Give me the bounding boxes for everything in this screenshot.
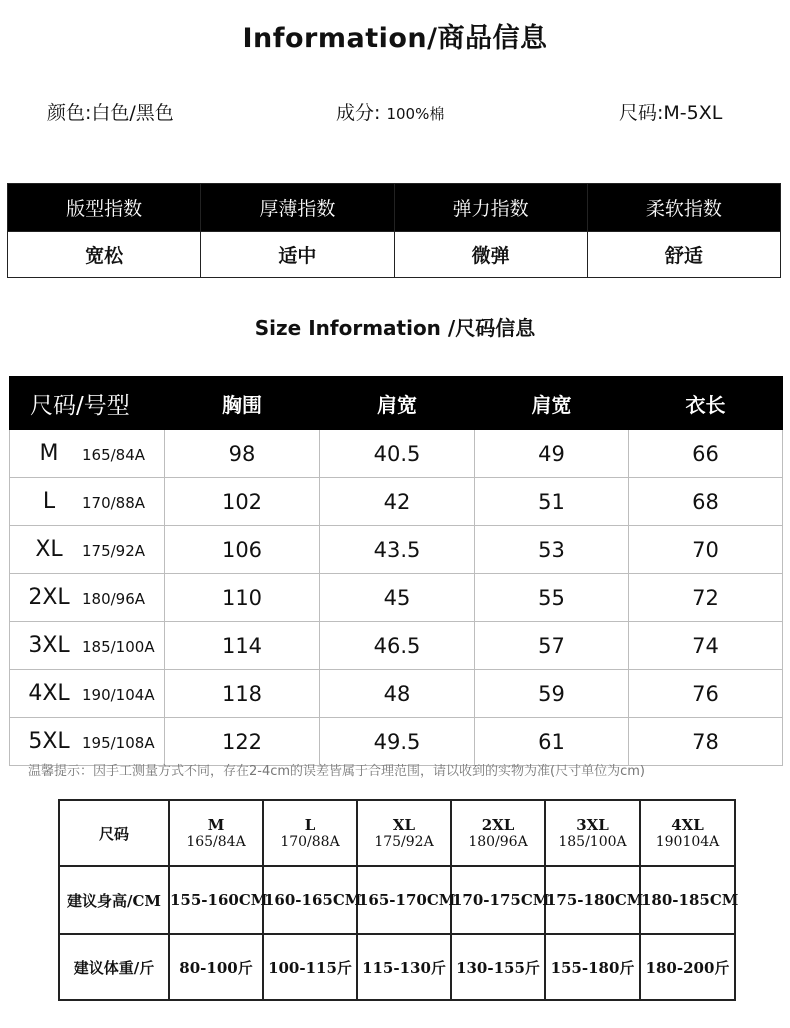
recommend-table bbox=[58, 799, 739, 1001]
height-value: 180-185CM bbox=[640, 866, 735, 934]
col4-cell: 49 bbox=[475, 430, 629, 478]
recommend-spec: 190104A bbox=[655, 834, 720, 850]
recommend-height-row bbox=[59, 866, 735, 934]
chest-cell: 114 bbox=[165, 622, 320, 670]
height-value: 155-160CM bbox=[169, 866, 263, 934]
shoulder-cell: 40.5 bbox=[320, 430, 475, 478]
shoulder-cell: 49.5 bbox=[320, 718, 475, 766]
size-header-row bbox=[10, 377, 783, 430]
shoulder-cell: 46.5 bbox=[320, 622, 475, 670]
chest-cell: 102 bbox=[165, 478, 320, 526]
product-properties bbox=[0, 98, 790, 128]
shoulder-cell: 42 bbox=[320, 478, 475, 526]
size-cell bbox=[10, 430, 165, 478]
size-code: L bbox=[42, 489, 56, 514]
size-header: 胸围 bbox=[165, 377, 320, 430]
recommend-size-header bbox=[545, 800, 640, 866]
recommend-spec: 185/100A bbox=[558, 834, 627, 850]
size-cell bbox=[10, 622, 165, 670]
size-spec: 195/108A bbox=[82, 734, 155, 752]
index-value: 微弹 bbox=[394, 232, 587, 278]
recommend-spec: 170/88A bbox=[280, 834, 340, 850]
index-header: 弹力指数 bbox=[394, 184, 587, 232]
size-row bbox=[10, 718, 783, 766]
length-cell: 78 bbox=[629, 718, 783, 766]
page-title: Information/商品信息 bbox=[242, 23, 548, 54]
weight-value: 130-155斤 bbox=[451, 934, 545, 1000]
length-cell: 76 bbox=[629, 670, 783, 718]
height-value: 170-175CM bbox=[451, 866, 545, 934]
col4-cell: 59 bbox=[475, 670, 629, 718]
index-value: 适中 bbox=[201, 232, 394, 278]
chest-cell: 110 bbox=[165, 574, 320, 622]
recommend-size: L bbox=[304, 816, 316, 834]
size-row bbox=[10, 574, 783, 622]
size-code: 4XL bbox=[28, 681, 70, 706]
property-key: 颜色: bbox=[47, 102, 92, 124]
recommend-size: XL bbox=[392, 816, 416, 834]
size-spec: 190/104A bbox=[82, 686, 155, 704]
property-value: 100%棉 bbox=[386, 105, 445, 123]
size-code: M bbox=[39, 441, 59, 466]
index-header-row bbox=[8, 184, 781, 232]
weight-value: 115-130斤 bbox=[357, 934, 451, 1000]
col4-cell: 53 bbox=[475, 526, 629, 574]
length-cell: 74 bbox=[629, 622, 783, 670]
index-header: 柔软指数 bbox=[587, 184, 780, 232]
chest-cell: 118 bbox=[165, 670, 320, 718]
size-row bbox=[10, 622, 783, 670]
size-code: 3XL bbox=[28, 633, 70, 658]
length-cell: 70 bbox=[629, 526, 783, 574]
recommend-spec: 175/92A bbox=[374, 834, 434, 850]
size-code: 2XL bbox=[28, 585, 70, 610]
size-cell bbox=[10, 526, 165, 574]
recommend-size: 4XL bbox=[671, 816, 704, 834]
recommend-size: 3XL bbox=[576, 816, 609, 834]
size-code: 5XL bbox=[28, 729, 70, 754]
length-cell: 68 bbox=[629, 478, 783, 526]
index-header: 厚薄指数 bbox=[201, 184, 394, 232]
size-spec: 170/88A bbox=[82, 494, 146, 512]
size-cell bbox=[10, 574, 165, 622]
shoulder-cell: 48 bbox=[320, 670, 475, 718]
recommend-weight-row bbox=[59, 934, 735, 1000]
property-value: M-5XL bbox=[663, 102, 723, 124]
recommend-size: 2XL bbox=[481, 816, 515, 834]
size-table bbox=[9, 376, 783, 766]
size-cell bbox=[10, 670, 165, 718]
size-header: 肩宽 bbox=[320, 377, 475, 430]
col4-cell: 51 bbox=[475, 478, 629, 526]
size-rows bbox=[10, 430, 783, 766]
recommend-size-header bbox=[169, 800, 263, 866]
recommend-spec: 165/84A bbox=[186, 834, 246, 850]
recommend-size-header bbox=[357, 800, 451, 866]
weight-value: 80-100斤 bbox=[169, 934, 263, 1000]
shoulder-cell: 43.5 bbox=[320, 526, 475, 574]
size-row bbox=[10, 430, 783, 478]
col4-cell: 57 bbox=[475, 622, 629, 670]
index-table bbox=[7, 183, 781, 278]
height-value: 160-165CM bbox=[263, 866, 357, 934]
color-property bbox=[47, 98, 174, 125]
recommend-size: M bbox=[207, 816, 225, 834]
index-value-row bbox=[8, 232, 781, 278]
length-cell: 72 bbox=[629, 574, 783, 622]
weight-value: 155-180斤 bbox=[545, 934, 640, 1000]
recommend-header-row bbox=[59, 800, 735, 866]
chest-cell: 122 bbox=[165, 718, 320, 766]
index-value: 宽松 bbox=[8, 232, 201, 278]
weight-label: 建议体重/斤 bbox=[59, 934, 169, 1000]
recommend-corner: 尺码 bbox=[59, 800, 169, 866]
height-value: 165-170CM bbox=[357, 866, 451, 934]
recommend-size-header bbox=[451, 800, 545, 866]
size-cell bbox=[10, 718, 165, 766]
height-label: 建议身高/CM bbox=[59, 866, 169, 934]
size-spec: 165/84A bbox=[82, 446, 146, 464]
recommend-size-header bbox=[640, 800, 735, 866]
height-value: 175-180CM bbox=[545, 866, 640, 934]
index-value: 舒适 bbox=[587, 232, 780, 278]
weight-value: 180-200斤 bbox=[640, 934, 735, 1000]
size-spec: 180/96A bbox=[82, 590, 146, 608]
property-key: 成分: bbox=[336, 102, 381, 124]
chest-cell: 106 bbox=[165, 526, 320, 574]
size-row bbox=[10, 478, 783, 526]
property-key: 尺码: bbox=[619, 102, 664, 124]
size-cell bbox=[10, 478, 165, 526]
size-header: 衣长 bbox=[629, 377, 783, 430]
size-section-title: Size Information /尺码信息 bbox=[254, 316, 536, 340]
size-spec: 175/92A bbox=[82, 542, 146, 560]
measurement-note: 温馨提示：因手工测量方式不同，存在2-4cm的误差皆属于合理范围，请以收到的实物为准(尺寸单位为cm) bbox=[28, 764, 645, 779]
property-value: 白色/黑色 bbox=[91, 102, 174, 124]
chest-cell: 98 bbox=[165, 430, 320, 478]
col4-cell: 55 bbox=[475, 574, 629, 622]
shoulder-cell: 45 bbox=[320, 574, 475, 622]
size-row bbox=[10, 670, 783, 718]
length-cell: 66 bbox=[629, 430, 783, 478]
recommend-spec: 180/96A bbox=[468, 834, 528, 850]
recommend-size-header bbox=[263, 800, 357, 866]
size-spec: 185/100A bbox=[82, 638, 155, 656]
size-header: 肩宽 bbox=[475, 377, 629, 430]
material-property bbox=[336, 98, 444, 125]
weight-value: 100-115斤 bbox=[263, 934, 357, 1000]
size-header: 尺码/号型 bbox=[10, 377, 165, 430]
size-code: XL bbox=[35, 537, 63, 562]
size-row bbox=[10, 526, 783, 574]
col4-cell: 61 bbox=[475, 718, 629, 766]
size-property bbox=[619, 98, 722, 125]
index-header: 版型指数 bbox=[8, 184, 201, 232]
